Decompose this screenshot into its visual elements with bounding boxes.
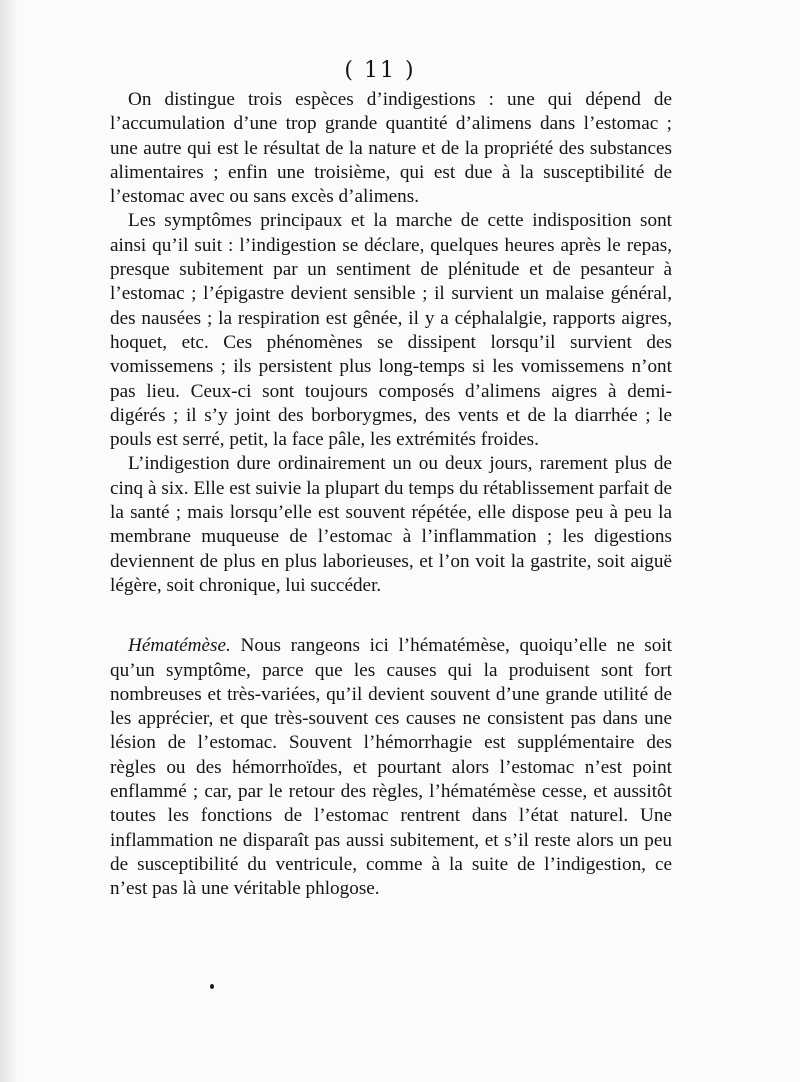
page-number: ( 11 ) [344,58,416,83]
paragraph-hematemesis-body: Nous rangeons ici l’hématémèse, quoiqu’elle ne soit qu’un symptôme, parce que les causes qui la produisent sont fort nombreuses et très-variées, qu’il devient souvent d’une grande utilité de les apprécier, et que très-souvent ces causes ne consistent pas dans une lésion de l’estomac. Souvent l’hémorrhagie est supplémentaire des règles ou des hémorrhoïdes, et pourtant alors l’estomac n’est point enflammé ; car, par le retour des règles, l’hématémèse cesse, et aussitôt toutes les fonctions de l’estomac rentrent dans l’état naturel. Une inflammation ne disparaît pas aussi subitement, et s’il reste alors un peu de susceptibilité du ventricule, comme à la suite de l’indigestion, ce n’est pas là une véritable phlogose. [110,635,672,900]
page-edge-shadow [0,0,18,1082]
body-text [110,88,672,902]
paragraph-duration: L’indigestion dure ordinairement un ou deux jours, rarement plus de cinq à six. Elle est suivie la plupart du temps du rétablissement parfait de la santé ; mais lorsqu’elle est souvent répétée, elle dispose peu à peu la membrane muqueuse de l’estomac à l’inflammation ; les digestions deviennent de plus en plus laborieuses, et l’on voit la gastrite, soit aiguë légère, soit chronique, lui succéder. [110,453,672,596]
paragraph-hematemesis [110,634,672,901]
paragraph-symptoms: Les symptômes principaux et la marche de cette indisposition sont ainsi qu’il suit : l’indigestion se déclare, quelques heures après le repas, presque subitement par un sentiment de plénitude et de pesanteur à l’estomac ; l’épigastre devient sensible ; il survient un malaise général, des nausées ; la respiration est gênée, il y a céphalalgie, rapports aigres, hoquet, etc. Ces phénomènes se dissipent lorsqu’il survient des vomissemens ; ils persistent plus long-temps si les vomissemens n’ont pas lieu. Ceux-ci sont toujours composés d’alimens aigres à demi-digérés ; il s’y joint des borborygmes, des vents et de la diarrhée ; le pouls est serré, petit, la face pâle, les extrémités froides. [110,210,672,451]
ink-speck [210,984,214,989]
paragraph-indigestion-types: On distingue trois espèces d’indigestions : une qui dépend de l’accumulation d’une trop grande quantité d’alimens dans l’estomac ; une autre qui est le résultat de la nature et de la propriété des substances alimentaires ; enfin une troisième, qui est due à la susceptibilité de l’estomac avec ou sans excès d’alimens. [110,89,672,208]
section-lead-term: Hématémèse. [128,635,231,657]
